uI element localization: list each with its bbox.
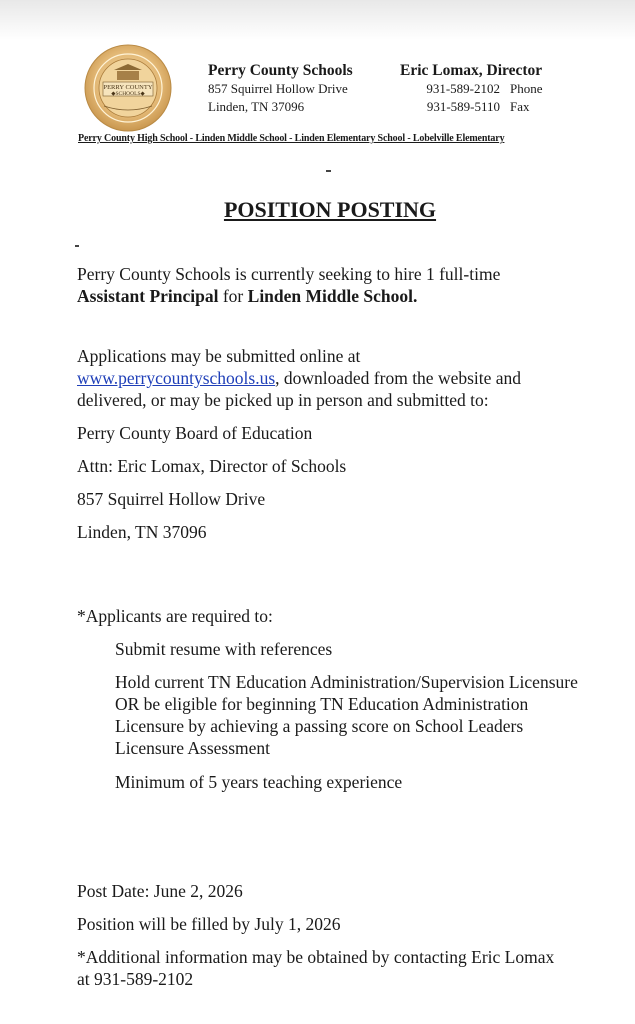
fax-number: 931-589-5110 xyxy=(426,99,500,114)
divider-dash-small xyxy=(75,245,79,247)
applications-line-1: Applications may be submitted online at xyxy=(77,346,361,366)
director-name: Eric Lomax, Director xyxy=(400,62,543,79)
applications-line-3: delivered, or may be picked up in person and submitted to: xyxy=(77,390,489,410)
requirement-item: Submit resume with references xyxy=(115,639,333,659)
seal-line-1: PERRY COUNTY xyxy=(103,84,153,91)
position-name: Assistant Principal xyxy=(77,286,219,306)
requirement-item: Minimum of 5 years teaching experience xyxy=(115,772,403,792)
applications-line-2: , downloaded from the website and xyxy=(275,368,522,388)
school-seal-logo xyxy=(84,44,172,132)
org-name: Perry County Schools xyxy=(208,62,353,79)
address-line-1: Perry County Board of Education xyxy=(77,423,313,443)
address-line-2: Attn: Eric Lomax, Director of Schools xyxy=(77,456,347,476)
intro-paragraph xyxy=(77,263,577,307)
org-address: 857 Squirrel Hollow Drive xyxy=(208,81,348,96)
applications-paragraph xyxy=(77,345,597,411)
address-line-3: 857 Squirrel Hollow Drive xyxy=(77,489,266,509)
org-city: Linden, TN 37096 xyxy=(208,99,305,114)
schools-line: Perry County High School - Linden Middle School - Linden Elementary School - Lobelville Elementary xyxy=(78,133,505,144)
phone-number: 931-589-2102 xyxy=(426,81,500,96)
filled-by-date: Position will be filled by July 1, 2026 xyxy=(77,914,341,934)
director-block xyxy=(400,62,560,116)
requirements-heading: *Applicants are required to: xyxy=(77,606,273,626)
page-title: POSITION POSTING xyxy=(223,197,437,222)
school-name: Linden Middle School. xyxy=(247,286,418,306)
website-link[interactable]: www.perrycountyschools.us xyxy=(77,368,276,388)
phone-label: Phone xyxy=(510,81,543,96)
intro-text: Perry County Schools is currently seeking to hire 1 full-time xyxy=(77,264,501,284)
phone-row xyxy=(400,80,560,98)
address-line-4: Linden, TN 37096 xyxy=(77,522,207,542)
requirement-item: Hold current TN Education Administration/Supervision Licensure OR be eligible for beginning TN Education Administration Licensure by achieving a passing score on School Leaders Licensure Assessment xyxy=(115,672,578,758)
post-date: Post Date: June 2, 2026 xyxy=(77,881,243,901)
divider-dash xyxy=(326,170,331,172)
intro-for: for xyxy=(222,286,244,306)
seal-line-2: ◆SCHOOLS◆ xyxy=(111,91,145,97)
fax-row xyxy=(400,98,560,116)
org-block xyxy=(208,62,353,116)
fax-label: Fax xyxy=(510,99,530,114)
contact-note: *Additional information may be obtained by contacting Eric Lomax at 931-589-2102 xyxy=(77,947,555,989)
top-shadow xyxy=(0,0,635,40)
